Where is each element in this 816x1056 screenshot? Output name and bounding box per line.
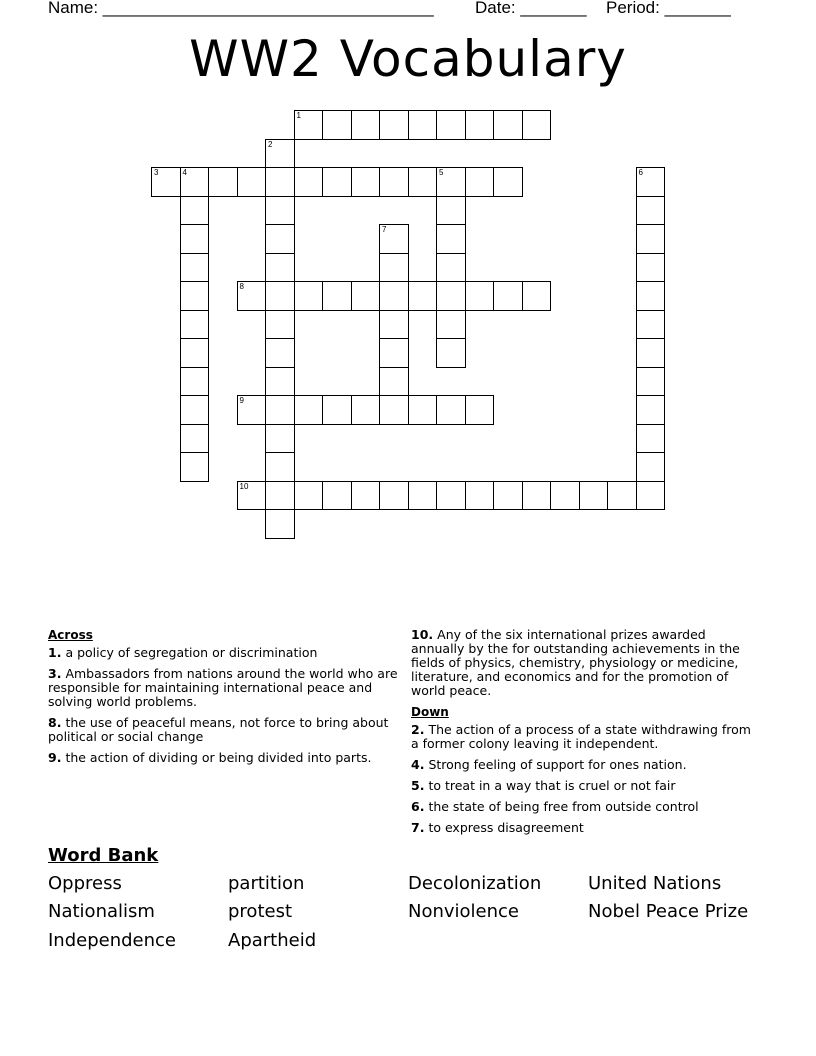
- crossword-cell[interactable]: [436, 167, 466, 197]
- crossword-cell[interactable]: [351, 110, 381, 140]
- crossword-cell[interactable]: [636, 310, 666, 340]
- crossword-cell[interactable]: [522, 481, 552, 511]
- crossword-cell[interactable]: [465, 481, 495, 511]
- crossword-cell[interactable]: [436, 196, 466, 226]
- crossword-cell[interactable]: [265, 424, 295, 454]
- crossword-cell[interactable]: [180, 395, 210, 425]
- crossword-cell[interactable]: [294, 395, 324, 425]
- page-title: WW2 Vocabulary: [189, 30, 627, 88]
- crossword-cell[interactable]: [265, 281, 295, 311]
- right-clues: [411, 628, 756, 842]
- crossword-cell[interactable]: [436, 253, 466, 283]
- period-field-label: Period: _______: [606, 0, 731, 17]
- word-bank-item: Nobel Peace Prize: [588, 901, 749, 922]
- crossword-cell[interactable]: [550, 481, 580, 511]
- crossword-cell[interactable]: [408, 110, 438, 140]
- crossword-cell[interactable]: [465, 167, 495, 197]
- name-field-label: Name: ___________________________________: [48, 0, 434, 17]
- crossword-cell[interactable]: [180, 452, 210, 482]
- word-bank-item: protest: [228, 901, 293, 922]
- crossword-cell[interactable]: [294, 281, 324, 311]
- crossword-cell[interactable]: [294, 481, 324, 511]
- crossword-cell[interactable]: [465, 395, 495, 425]
- clue-number: 3: [154, 168, 159, 177]
- crossword-cell[interactable]: [465, 281, 495, 311]
- crossword-cell[interactable]: [379, 367, 409, 397]
- crossword-cell[interactable]: [180, 224, 210, 254]
- crossword-cell[interactable]: [265, 167, 295, 197]
- crossword-cell[interactable]: [322, 110, 352, 140]
- word-bank-item: Apartheid: [228, 930, 317, 951]
- crossword-cell[interactable]: [493, 167, 523, 197]
- clue-down-2: 2. The action of a process of a state withdrawing from a former colony leaving it independent.: [411, 722, 751, 751]
- crossword-cell[interactable]: [436, 224, 466, 254]
- crossword-cell[interactable]: [151, 167, 181, 197]
- crossword-cell[interactable]: [237, 281, 267, 311]
- crossword-cell[interactable]: [180, 367, 210, 397]
- crossword-cell[interactable]: [180, 310, 210, 340]
- crossword-cell[interactable]: [351, 395, 381, 425]
- header: [48, 0, 768, 20]
- clue-number: 4: [182, 168, 187, 177]
- clue-across-8: 8. the use of peaceful means, not force to bring about political or social change: [48, 715, 389, 744]
- crossword-cell[interactable]: [180, 424, 210, 454]
- crossword-cell[interactable]: [408, 481, 438, 511]
- clue-down-5: 5. to treat in a way that is cruel or not fair: [411, 778, 676, 793]
- crossword-cell[interactable]: [493, 110, 523, 140]
- crossword-cell[interactable]: [322, 481, 352, 511]
- crossword-cell[interactable]: [351, 167, 381, 197]
- crossword-cell[interactable]: [636, 367, 666, 397]
- crossword-cell[interactable]: [237, 167, 267, 197]
- crossword-cell[interactable]: [379, 224, 409, 254]
- crossword-cell[interactable]: [408, 281, 438, 311]
- word-bank-item: Independence: [48, 930, 177, 951]
- down-heading: Down: [411, 705, 449, 719]
- crossword-cell[interactable]: [379, 253, 409, 283]
- crossword-cell[interactable]: [436, 481, 466, 511]
- crossword-cell[interactable]: [265, 395, 295, 425]
- clue-down-6: 6. the state of being free from outside control: [411, 799, 699, 814]
- crossword-cell[interactable]: [579, 481, 609, 511]
- crossword-cell[interactable]: [294, 167, 324, 197]
- crossword-cell[interactable]: [436, 395, 466, 425]
- crossword-cell[interactable]: [265, 338, 295, 368]
- crossword-cell[interactable]: [322, 167, 352, 197]
- crossword-cell[interactable]: [351, 481, 381, 511]
- crossword-cell[interactable]: [636, 167, 666, 197]
- crossword-cell[interactable]: [408, 395, 438, 425]
- crossword-cell[interactable]: [265, 481, 295, 511]
- across-heading: Across: [48, 628, 93, 642]
- word-bank-item: partition: [228, 873, 305, 894]
- clue-down-4: 4. Strong feeling of support for ones nation.: [411, 757, 687, 772]
- crossword-cell[interactable]: [636, 424, 666, 454]
- crossword-cell[interactable]: [379, 481, 409, 511]
- crossword-cell[interactable]: [636, 196, 666, 226]
- crossword-cell[interactable]: [322, 281, 352, 311]
- clue-number: 5: [439, 168, 444, 177]
- crossword-cell[interactable]: [351, 281, 381, 311]
- crossword-cell[interactable]: [436, 281, 466, 311]
- crossword-cell[interactable]: [294, 110, 324, 140]
- clue-number: 9: [239, 396, 244, 405]
- crossword-cell[interactable]: [265, 139, 295, 169]
- crossword-cell[interactable]: [379, 110, 409, 140]
- crossword-cell[interactable]: [636, 253, 666, 283]
- crossword-cell[interactable]: [208, 167, 238, 197]
- crossword-cell[interactable]: [180, 281, 210, 311]
- crossword-cell[interactable]: [322, 395, 352, 425]
- crossword-cell[interactable]: [379, 281, 409, 311]
- crossword-cell[interactable]: [465, 110, 495, 140]
- date-field-label: Date: _______: [475, 0, 587, 17]
- clue-number: 10: [239, 481, 249, 491]
- crossword-cell[interactable]: [265, 310, 295, 340]
- crossword-cell[interactable]: [636, 452, 666, 482]
- crossword-cell[interactable]: [379, 167, 409, 197]
- crossword-cell[interactable]: [636, 281, 666, 311]
- clue-number: 1: [296, 111, 301, 120]
- crossword-cell[interactable]: [265, 224, 295, 254]
- crossword-cell[interactable]: [636, 395, 666, 425]
- clue-across-3: 3. Ambassadors from nations around the world who are responsible for maintaining international peace and solving world problems.: [48, 666, 398, 709]
- clue-number: 2: [268, 139, 273, 149]
- crossword-cell[interactable]: [636, 338, 666, 368]
- crossword-cell[interactable]: [265, 509, 295, 539]
- crossword-cell[interactable]: [237, 481, 267, 511]
- clue-number: 6: [638, 168, 643, 177]
- across-clues: [48, 628, 406, 772]
- crossword-cell[interactable]: [379, 338, 409, 368]
- word-bank-title: Word Bank: [48, 845, 159, 866]
- crossword-cell[interactable]: [607, 481, 637, 511]
- clue-across-1: 1. a policy of segregation or discrimination: [48, 645, 318, 660]
- crossword-cell[interactable]: [636, 481, 666, 511]
- crossword-cell[interactable]: [237, 395, 267, 425]
- clue-number: 8: [239, 282, 244, 291]
- crossword-cell[interactable]: [379, 395, 409, 425]
- word-bank-item: Nonviolence: [408, 901, 520, 922]
- clue-down-7: 7. to express disagreement: [411, 820, 584, 835]
- crossword-cell[interactable]: [493, 281, 523, 311]
- word-bank-item: Decolonization: [408, 873, 542, 894]
- crossword-cell[interactable]: [493, 481, 523, 511]
- clue-across-9: 9. the action of dividing or being divided into parts.: [48, 750, 372, 765]
- crossword-cell[interactable]: [522, 281, 552, 311]
- crossword-cell[interactable]: [265, 367, 295, 397]
- crossword-cell[interactable]: [265, 253, 295, 283]
- crossword-cell[interactable]: [522, 110, 552, 140]
- crossword-cell[interactable]: [180, 167, 210, 197]
- word-bank-item: Oppress: [48, 873, 122, 894]
- crossword-cell[interactable]: [265, 196, 295, 226]
- crossword-cell[interactable]: [180, 196, 210, 226]
- crossword-cell[interactable]: [180, 338, 210, 368]
- word-bank-item: United Nations: [588, 873, 722, 894]
- clue-across-10: 10. Any of the six international prizes awarded annually by the for outstanding achievements in the fields of physics, chemistry, physiology or medicine, literature, and economics and for the promotion of world peace.: [411, 627, 740, 698]
- crossword-cell[interactable]: [436, 338, 466, 368]
- clue-number: 7: [382, 225, 387, 234]
- crossword-cell[interactable]: [265, 452, 295, 482]
- crossword-cell[interactable]: [436, 310, 466, 340]
- crossword-cell[interactable]: [636, 224, 666, 254]
- crossword-cell[interactable]: [408, 167, 438, 197]
- crossword-cell[interactable]: [436, 110, 466, 140]
- crossword-cell[interactable]: [180, 253, 210, 283]
- crossword-cell[interactable]: [379, 310, 409, 340]
- word-bank-item: Nationalism: [48, 901, 155, 922]
